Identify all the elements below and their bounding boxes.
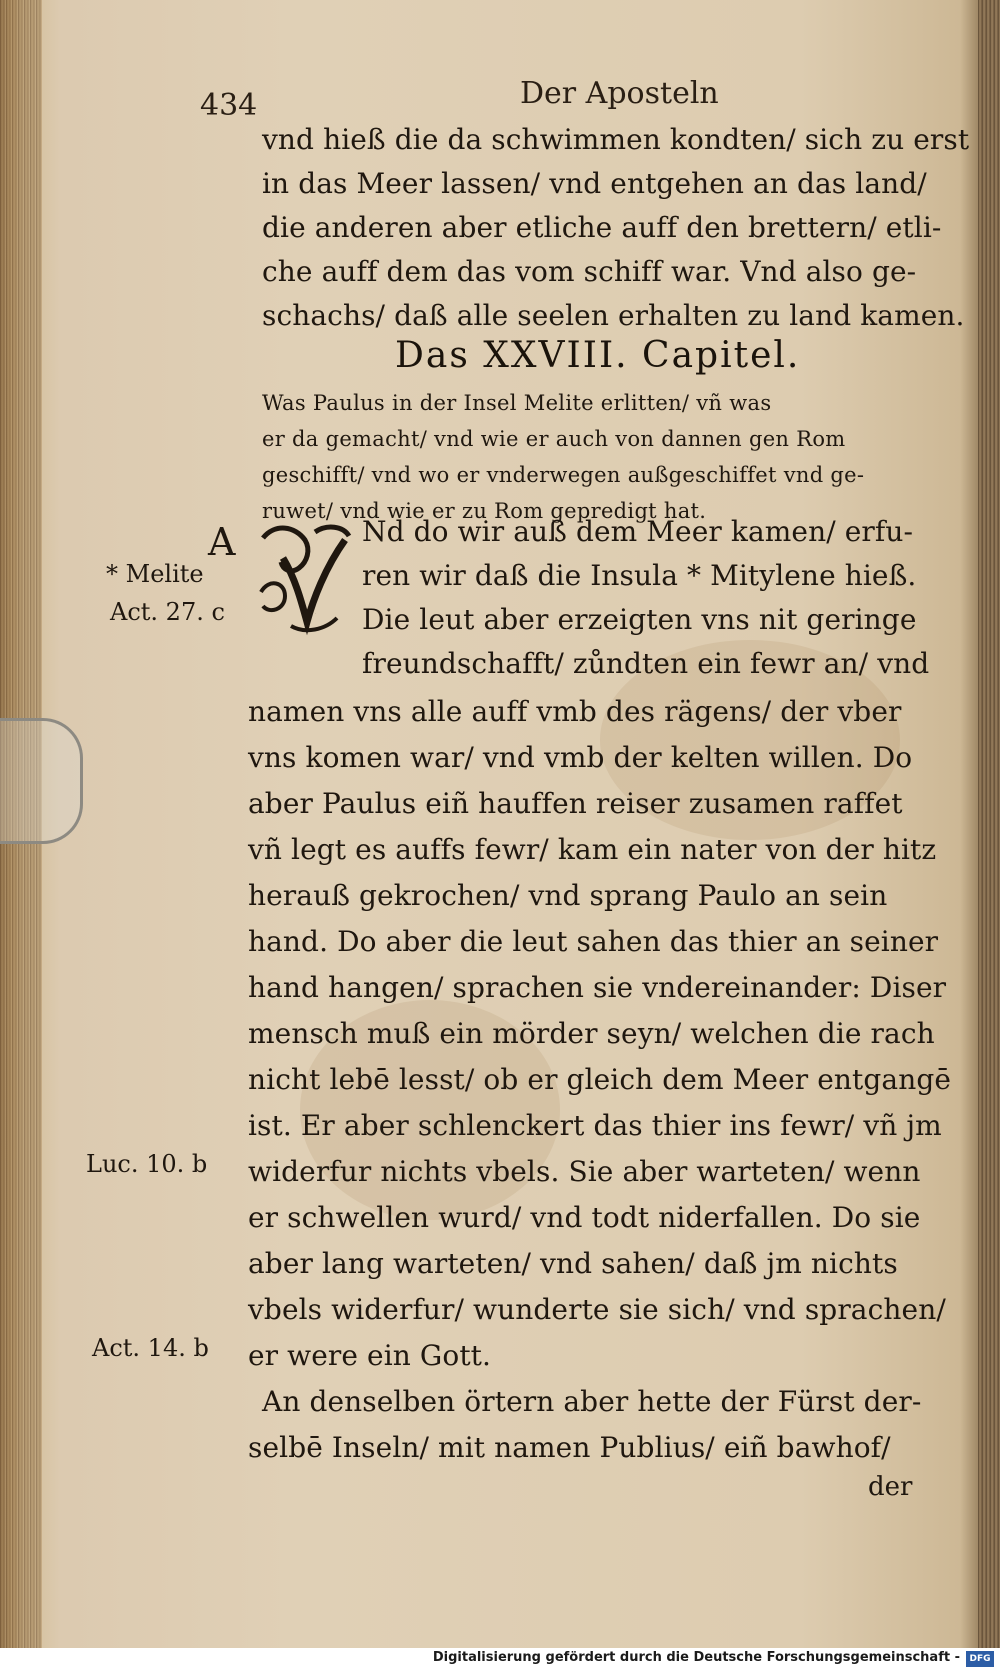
text-line: die anderen aber etliche auff den brettern/ etli-: [262, 211, 942, 244]
text-line: nicht lebē lesst/ ob er gleich dem Meer entgangē: [248, 1063, 952, 1096]
margin-note: Luc. 10. b: [86, 1150, 208, 1178]
chapter-title: Das XXVIII. Capitel.: [395, 335, 801, 376]
text-line: herauß gekrochen/ vnd sprang Paulo an sein: [248, 879, 888, 912]
text-line: Nd do wir auß dem Meer kamen/ erfu-: [362, 515, 914, 548]
text-line: che auff dem das vom schiff war. Vnd also ge-: [262, 255, 917, 288]
text-line: aber lang warteten/ vnd sahen/ daß jm nichts: [248, 1247, 898, 1280]
margin-note: * Melite: [106, 560, 204, 588]
text-line: hand. Do aber die leut sahen das thier an seiner: [248, 925, 939, 958]
page-number: 434: [200, 88, 258, 123]
text-line: ren wir daß die Insula * Mitylene hieß.: [362, 559, 917, 592]
dfg-logo: DFG: [966, 1651, 994, 1667]
section-mark: A: [208, 520, 236, 564]
text-line: An denselben örtern aber hette der Fürst der-: [262, 1385, 922, 1418]
text-line: mensch muß ein mörder seyn/ welchen die rach: [248, 1017, 935, 1050]
chapter-summary-line: ruwet/ vnd wie er zu Rom gepredigt hat.: [262, 499, 707, 523]
text-line: vñ legt es auffs fewr/ kam ein nater von der hitz: [248, 833, 937, 866]
text-line: in das Meer lassen/ vnd entgehen an das land/: [262, 167, 927, 200]
text-line: er were ein Gott.: [248, 1339, 492, 1372]
chapter-summary-line: Was Paulus in der Insel Melite erlitten/ vñ was: [262, 391, 772, 415]
catchword: der: [868, 1472, 913, 1502]
decorated-initial-v: [255, 518, 355, 636]
text-line: selbē Inseln/ mit namen Publius/ eiñ bawhof/: [248, 1431, 891, 1464]
text-line: hand hangen/ sprachen sie vndereinander: Diser: [248, 971, 947, 1004]
svg-text:V: V: [315, 614, 316, 615]
text-line: Die leut aber erzeigten vns nit geringe: [362, 603, 917, 636]
text-line: vbels widerfur/ wunderte sie sich/ vnd sprachen/: [248, 1293, 946, 1326]
text-line: freundschafft/ zůndten ein fewr an/ vnd: [362, 647, 930, 680]
running-head: Der Aposteln: [520, 76, 719, 111]
margin-note: Act. 14. b: [92, 1334, 209, 1362]
text-line: namen vns alle auff vmb des rägens/ der vber: [248, 695, 902, 728]
text-line: vnd hieß die da schwimmen kondten/ sich zu erst: [262, 123, 970, 156]
chapter-summary-line: geschifft/ vnd wo er vnderwegen außgeschiffet vnd ge-: [262, 463, 865, 487]
footer-bar: [0, 1648, 1000, 1670]
text-line: widerfur nichts vbels. Sie aber warteten/ wenn: [248, 1155, 921, 1188]
margin-note: Act. 27. c: [110, 598, 225, 626]
chapter-summary-line: er da gemacht/ vnd wie er auch von dannen gen Rom: [262, 427, 846, 451]
footer-credit: Digitalisierung gefördert durch die Deutsche Forschungsgemeinschaft -: [432, 1650, 960, 1665]
text-line: er schwellen wurd/ vnd todt niderfallen. Do sie: [248, 1201, 921, 1234]
text-line: vns komen war/ vnd vmb der kelten willen. Do: [248, 741, 913, 774]
text-line: aber Paulus eiñ hauffen reiser zusamen raffet: [248, 787, 903, 820]
bookmark-tab: [0, 718, 83, 844]
text-line: ist. Er aber schlenckert das thier ins fewr/ vñ jm: [248, 1109, 942, 1142]
page-edges-right: [978, 0, 1000, 1648]
text-line: schachs/ daß alle seelen erhalten zu land kamen.: [262, 299, 965, 332]
